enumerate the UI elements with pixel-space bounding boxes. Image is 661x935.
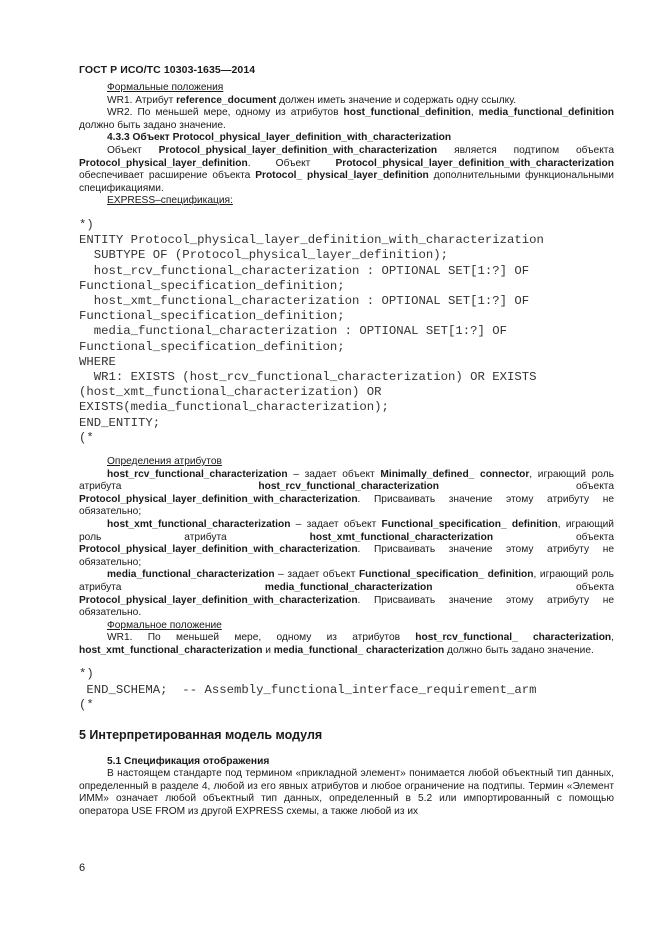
code-line: host_rcv_functional_characterization : OPTIONAL SET[1:?] OF	[79, 263, 530, 278]
formal-rules-heading: Формальные положения	[107, 82, 224, 93]
code-line: END_SCHEMA; -- Assembly_functional_interface_requirement_arm	[79, 682, 537, 697]
express-spec-heading: EXPRESS–спецификация:	[107, 195, 233, 207]
code-line: *)	[79, 217, 94, 232]
code-line: ENTITY Protocol_physical_layer_definition_with_characterization	[79, 233, 544, 248]
express-code-block	[79, 218, 614, 446]
code-line: Functional_specification_definition;	[79, 309, 345, 324]
code-line: SUBTYPE OF (Protocol_physical_layer_definition);	[79, 248, 448, 263]
code-line: host_xmt_functional_characterization : OPTIONAL SET[1:?] OF	[79, 293, 530, 308]
formal-rule-wr1: WR1. По меньшей мере, одному из атрибутов host_rcv_functional_ characterization, host_xmt_functional_characterization и media_functional_ characterization должно быть задано значение.	[79, 632, 614, 656]
section-433-heading: 4.3.3 Объект Protocol_physical_layer_definition_with_characterization	[107, 132, 452, 144]
formal-rule-heading: Формальное положение	[107, 619, 222, 631]
code-line: Functional_specification_definition;	[79, 339, 345, 354]
code-line: *)	[79, 667, 94, 682]
page-number: 6	[79, 862, 86, 874]
code-line: (*	[79, 697, 94, 712]
attribute-definition-host-rcv: host_rcv_functional_characterization – задает объект Minimally_defined_ connector, играющий роль атрибута host_rcv_functional_characterization объекта Protocol_physical_layer_definition_with_characterization. Присваивать значение этому атрибуту не обязательно;	[79, 468, 614, 518]
code-line: END_ENTITY;	[79, 415, 161, 430]
page-header: ГОСТ Р ИСО/ТС 10303-1635—2014	[79, 64, 256, 76]
rule-wr1: WR1. Атрибут reference_document должен иметь значение и содержать одну ссылку.	[107, 94, 517, 106]
attribute-definitions-heading: Определения атрибутов	[107, 455, 222, 467]
attribute-definition-media: media_functional_characterization – задает объект Functional_specification_ definition, играющий роль атрибута media_functional_characterization объекта Protocol_physical_layer_definition_with_characterization. Присваивать значение этому атрибуту не обязательно.	[79, 569, 614, 619]
section-433-paragraph: Объект Protocol_physical_layer_definition_with_characterization является подтипом объекта Protocol_physical_layer_definition. Объект Protocol_physical_layer_definition_with_characterization обеспечивает расширение объекта Protocol_ physical_layer_definition дополнительными функциональными спецификациями.	[79, 144, 614, 194]
code-line: (*	[79, 430, 94, 445]
attribute-definition-host-xmt: host_xmt_functional_characterization – задает объект Functional_specification_ definition, играющий роль атрибута host_xmt_functional_characterization объекта Protocol_physical_layer_definition_with_characterization. Присваивать значение этому атрибуту не обязательно;	[79, 518, 614, 568]
rule-wr2: WR2. По меньшей мере, одному из атрибутов host_functional_definition, media_functional_definition должно быть задано значение.	[79, 107, 614, 131]
document-body	[79, 82, 614, 819]
code-line: EXISTS(media_functional_characterization);	[79, 400, 389, 415]
code-line: Functional_specification_definition;	[79, 278, 345, 293]
section-51-heading: 5.1 Спецификация отображения	[107, 755, 270, 767]
code-line: media_functional_characterization : OPTIONAL SET[1:?] OF	[79, 324, 508, 339]
code-line: WHERE	[79, 354, 116, 369]
code-line: (host_xmt_functional_characterization) OR	[79, 385, 382, 400]
code-line: WR1: EXISTS (host_rcv_functional_characterization) OR EXISTS	[79, 369, 537, 384]
section-51-paragraph: В настоящем стандарте под термином «прикладной элемент» понимается любой объектный тип данных, определенный в разделе 4, любой из его явных атрибутов и любое ограничение на подтипы. Термин «Элемент ИММ» означает любой объектный тип данных, определенный в 5.2 или импортированный с помощью оператора USE FROM из другой EXPRESS схемы, а также любой из их	[79, 768, 614, 818]
end-schema-code-block	[79, 667, 614, 713]
section-5-heading: 5 Интерпретированная модель модуля	[79, 728, 323, 743]
